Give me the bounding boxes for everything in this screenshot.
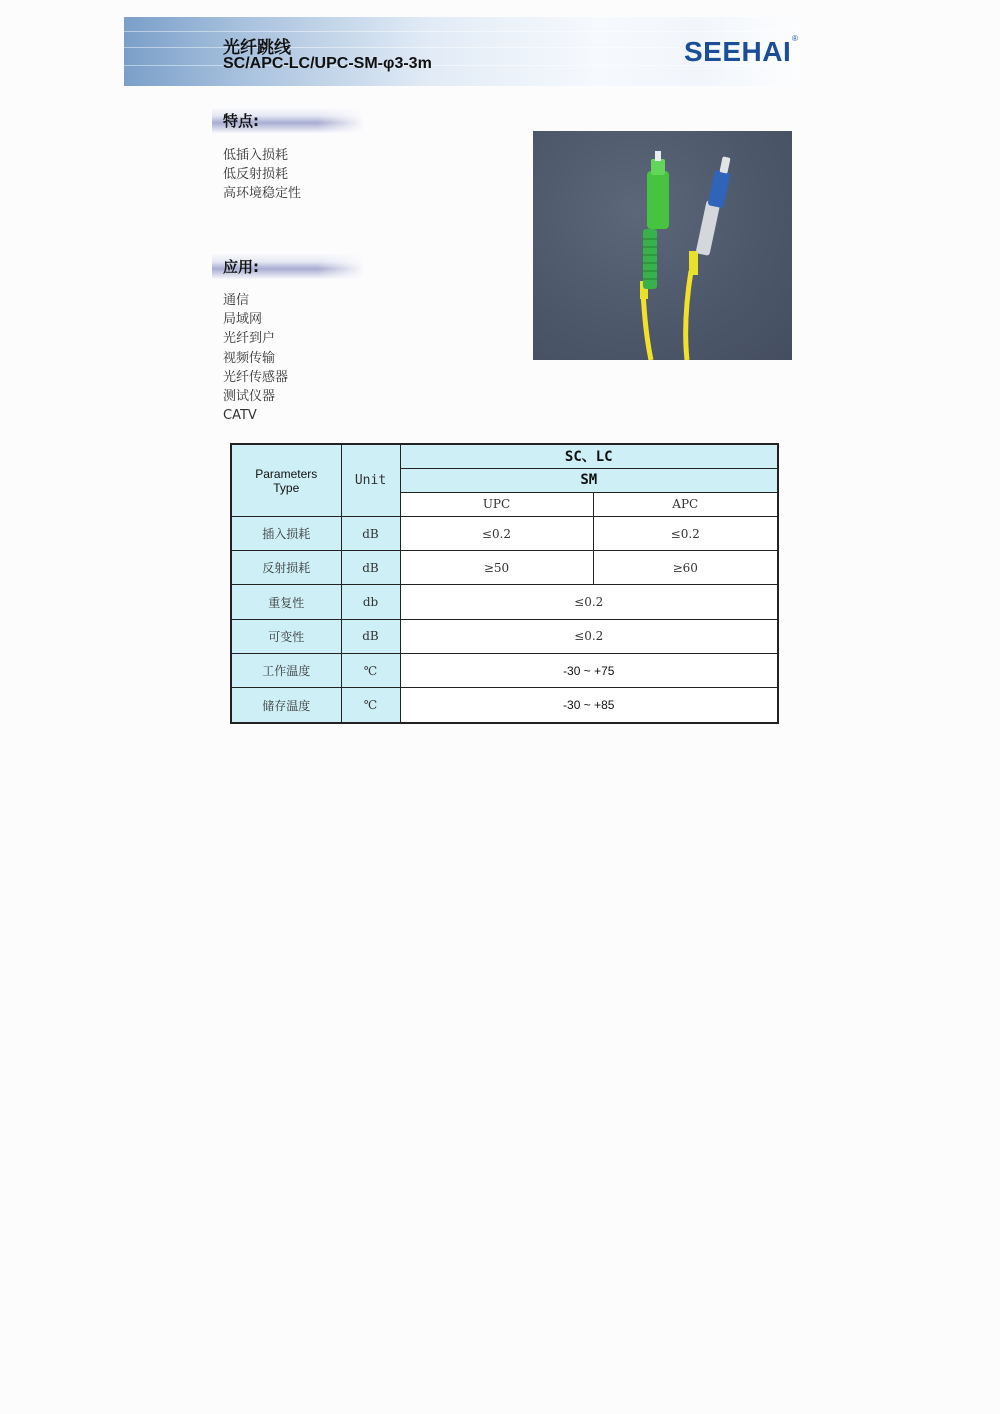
- param-cell: 反射损耗: [231, 551, 341, 585]
- sc-ferrule-housing: [651, 159, 665, 175]
- application-item: 测试仪器: [223, 388, 276, 404]
- param-header-line1: Parameters: [255, 466, 318, 481]
- spec-table: [230, 443, 779, 724]
- apc-value-cell: ≤0.2: [593, 517, 778, 551]
- application-item: 局域网: [223, 312, 263, 328]
- polish-upc-header: UPC: [400, 492, 593, 516]
- product-photo: [533, 131, 792, 360]
- lc-upc-connector: [707, 170, 730, 209]
- sc-ferrule: [655, 151, 661, 161]
- upc-value-cell: ≥50: [400, 551, 593, 585]
- param-cell: 插入损耗: [231, 517, 341, 551]
- brand-logo: SEEHAI: [684, 36, 792, 67]
- table-row: [231, 688, 778, 723]
- applications-list: [223, 291, 288, 425]
- table-row: [231, 653, 778, 687]
- table-row: [231, 551, 778, 585]
- table-row: [231, 619, 778, 653]
- unit-header: Unit: [341, 444, 400, 517]
- mode-header: SM: [400, 468, 778, 492]
- value-cell: -30 ~ +85: [400, 688, 778, 723]
- table-row: [231, 585, 778, 619]
- applications-heading: 应用:: [223, 258, 259, 276]
- registered-mark: ®: [792, 34, 798, 43]
- feature-item: 高环境稳定性: [223, 186, 302, 202]
- feature-item: 低反射损耗: [223, 167, 289, 183]
- application-item: 光纤到户: [223, 331, 276, 347]
- lc-ferrule: [719, 156, 730, 173]
- polish-apc-header: APC: [593, 492, 778, 516]
- unit-cell: ℃: [341, 688, 400, 723]
- sc-cable: [643, 291, 651, 360]
- apc-value-cell: ≥60: [593, 551, 778, 585]
- value-cell: ≤0.2: [400, 619, 778, 653]
- upc-value-cell: ≤0.2: [400, 517, 593, 551]
- param-type-header: [231, 444, 341, 517]
- sc-boot: [643, 229, 657, 289]
- unit-cell: dB: [341, 619, 400, 653]
- unit-cell: ℃: [341, 653, 400, 687]
- table-row: [231, 517, 778, 551]
- param-cell: 工作温度: [231, 653, 341, 687]
- param-header-line2: Type: [273, 480, 300, 495]
- application-item: CATV: [223, 408, 257, 424]
- patch-cord-illustration: [533, 131, 792, 360]
- sc-apc-connector: [647, 171, 669, 229]
- unit-cell: dB: [341, 517, 400, 551]
- unit-cell: dB: [341, 551, 400, 585]
- connector-header: SC、LC: [400, 444, 778, 468]
- application-item: 通信: [223, 293, 250, 308]
- application-item: 视频传输: [223, 350, 276, 366]
- features-list: [223, 146, 301, 204]
- unit-cell: db: [341, 585, 400, 619]
- lc-boot: [696, 200, 721, 256]
- features-heading: 特点:: [223, 112, 259, 130]
- param-cell: 重复性: [231, 585, 341, 619]
- param-cell: 可变性: [231, 619, 341, 653]
- lc-cable: [686, 271, 691, 360]
- application-item: 光纤传感器: [223, 369, 289, 385]
- product-model: SC/APC-LC/UPC-SM-φ3-3m: [223, 55, 432, 72]
- value-cell: ≤0.2: [400, 585, 778, 619]
- lc-strain-relief: [689, 251, 698, 275]
- product-title-cn: 光纤跳线: [223, 38, 291, 58]
- param-cell: 储存温度: [231, 688, 341, 723]
- feature-item: 低插入损耗: [223, 148, 289, 163]
- value-cell: -30 ~ +75: [400, 653, 778, 687]
